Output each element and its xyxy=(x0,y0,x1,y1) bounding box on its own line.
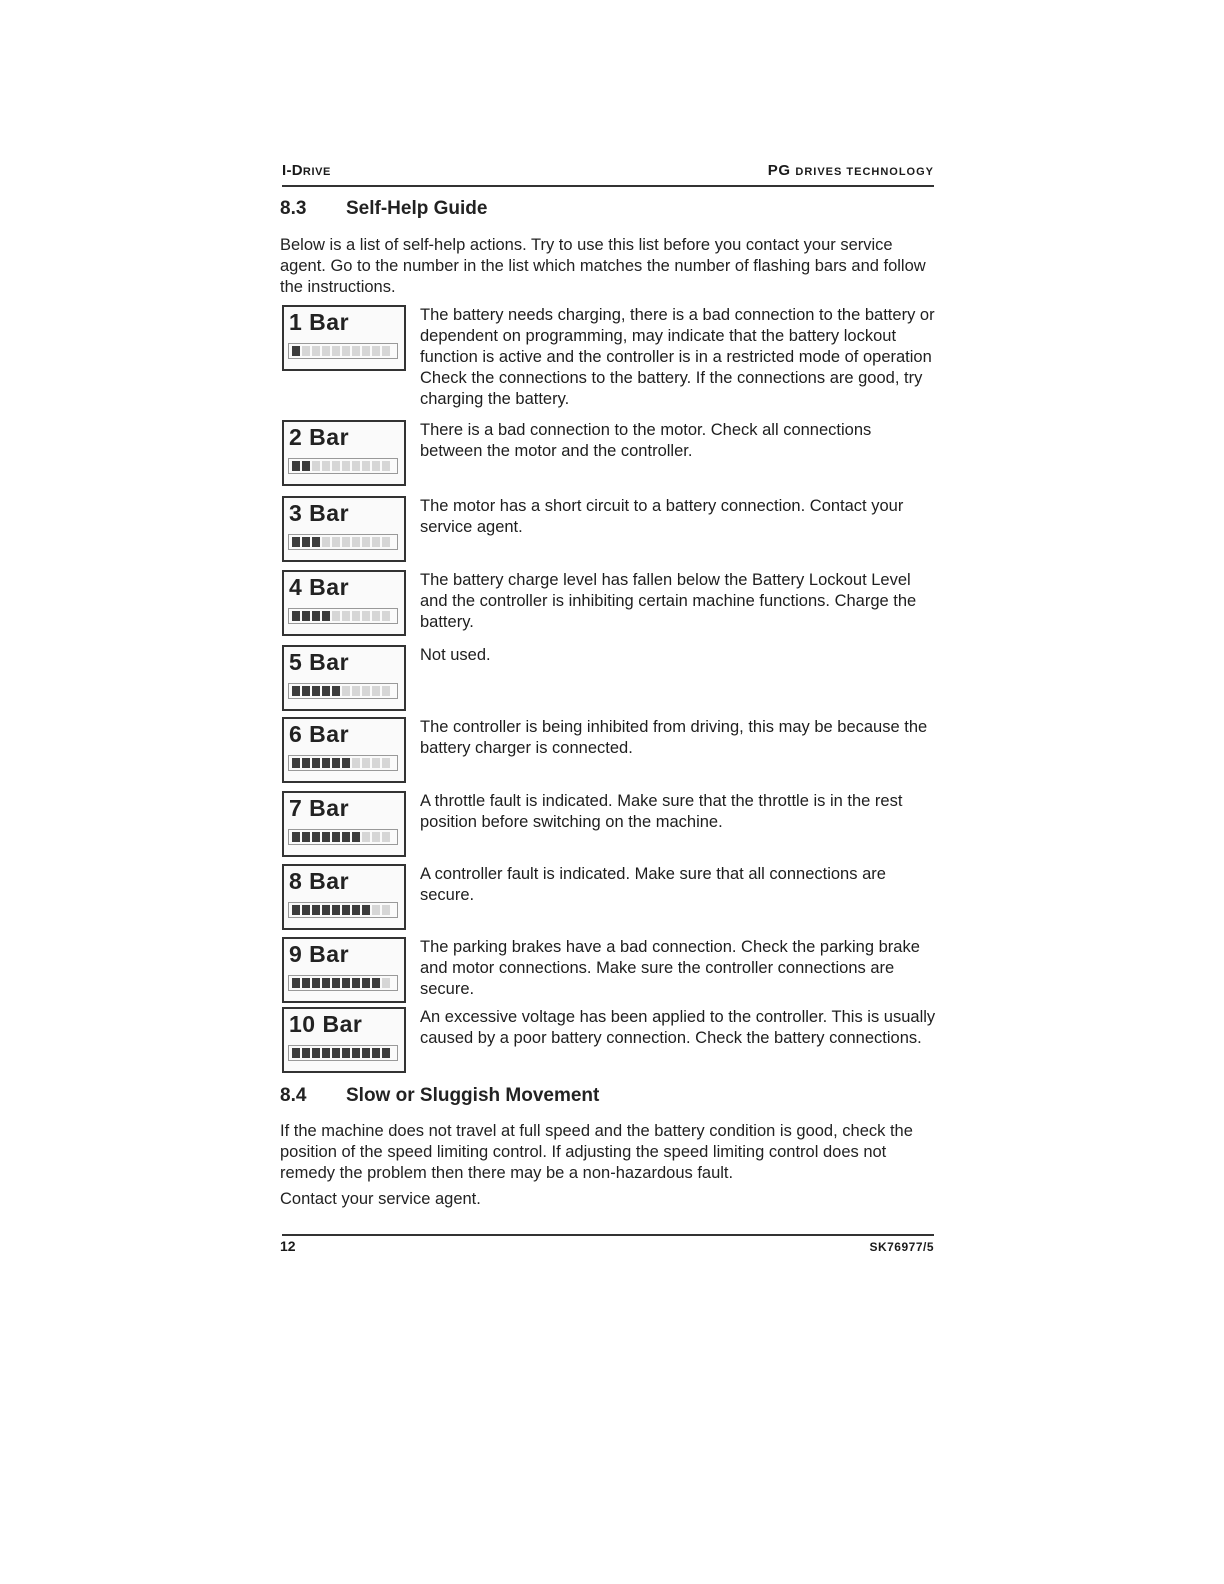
bar-indicator-box xyxy=(282,420,406,486)
bar-segment-lit xyxy=(302,686,310,696)
bar-segment-unlit xyxy=(362,537,370,547)
bar-segment-unlit xyxy=(372,686,380,696)
page-header xyxy=(282,160,934,188)
bar-segment-lit xyxy=(322,1048,330,1058)
bar-segment-unlit xyxy=(352,611,360,621)
bar-segment-unlit xyxy=(332,346,340,356)
bar-segment-unlit xyxy=(332,537,340,547)
bar-segment-lit xyxy=(372,1048,380,1058)
bar-label: 4 Bar xyxy=(289,574,350,600)
bar-segment-lit xyxy=(342,1048,350,1058)
bar-description: Not used. xyxy=(420,646,491,664)
bar-indicator-box xyxy=(282,570,406,636)
bar-segment-lit xyxy=(302,832,310,842)
bar-segment-unlit xyxy=(382,461,390,471)
bar-indicator-box xyxy=(282,791,406,857)
bar-segment-lit xyxy=(312,537,320,547)
bar-segment-unlit xyxy=(352,346,360,356)
bar-segment-lit xyxy=(292,461,300,471)
bar-segment-lit xyxy=(362,1048,370,1058)
bar-segment-lit xyxy=(362,978,370,988)
bar-segment-lit xyxy=(312,832,320,842)
bar-segment-unlit xyxy=(372,758,380,768)
slow-movement-contact: Contact your service agent. xyxy=(280,1190,481,1208)
bar-segment-lit xyxy=(292,978,300,988)
bar-segment-lit xyxy=(312,1048,320,1058)
bar-segment-lit xyxy=(322,832,330,842)
bar-segment-unlit xyxy=(352,537,360,547)
bar-display-strip xyxy=(288,608,398,624)
bar-segment-lit xyxy=(312,978,320,988)
bar-segment-lit xyxy=(302,537,310,547)
bar-segment-lit xyxy=(322,758,330,768)
bar-segment-lit xyxy=(352,978,360,988)
bar-segment-unlit xyxy=(382,686,390,696)
bar-segment-lit xyxy=(292,686,300,696)
bar-segment-unlit xyxy=(372,905,380,915)
bar-label: 6 Bar xyxy=(289,721,350,747)
bar-segment-unlit xyxy=(382,905,390,915)
bar-segment-lit xyxy=(302,758,310,768)
document-code: SK76977/5 xyxy=(869,1240,934,1254)
bar-segment-unlit xyxy=(372,832,380,842)
bar-description: The controller is being inhibited from driving, this may be because the battery charger is connected. xyxy=(420,718,928,757)
bar-segment-unlit xyxy=(382,611,390,621)
bar-label: 2 Bar xyxy=(289,424,350,450)
bar-segment-unlit xyxy=(362,832,370,842)
bar-segment-lit xyxy=(362,905,370,915)
bar-segment-lit xyxy=(382,1048,390,1058)
bar-segment-lit xyxy=(352,832,360,842)
bar-segment-unlit xyxy=(322,346,330,356)
bar-segment-lit xyxy=(342,905,350,915)
bar-segment-unlit xyxy=(362,686,370,696)
bar-segment-lit xyxy=(332,905,340,915)
bar-segment-lit xyxy=(302,611,310,621)
bar-segment-unlit xyxy=(382,978,390,988)
bar-label: 10 Bar xyxy=(289,1011,363,1037)
bar-segment-lit xyxy=(312,905,320,915)
bar-segment-lit xyxy=(332,832,340,842)
bar-display-strip xyxy=(288,829,398,845)
bar-display-strip xyxy=(288,755,398,771)
bar-display-strip xyxy=(288,534,398,550)
bar-segment-lit xyxy=(292,758,300,768)
bar-segment-unlit xyxy=(342,346,350,356)
bar-label: 1 Bar xyxy=(289,309,350,335)
slow-movement-body: If the machine does not travel at full speed and the battery condition is good, check the position of the speed limiting control. If adjusting the speed limiting control does not remedy the problem then there may be a non-hazardous fault. xyxy=(280,1122,913,1182)
bar-segment-lit xyxy=(292,832,300,842)
bar-segment-lit xyxy=(322,905,330,915)
bar-segment-unlit xyxy=(372,346,380,356)
bar-segment-lit xyxy=(342,758,350,768)
bar-indicator-box xyxy=(282,937,406,1003)
bar-description: A controller fault is indicated. Make sure that all connections are secure. xyxy=(420,865,886,904)
bar-display-strip xyxy=(288,683,398,699)
bar-segment-lit xyxy=(302,461,310,471)
bar-segment-unlit xyxy=(382,346,390,356)
header-company-name: PG DRIVES TECHNOLOGY xyxy=(767,162,934,179)
bar-segment-lit xyxy=(372,978,380,988)
header-product-name: I-DRIVE xyxy=(282,162,331,179)
bar-segment-unlit xyxy=(342,461,350,471)
bar-label: 7 Bar xyxy=(289,795,350,821)
bar-segment-unlit xyxy=(342,537,350,547)
bar-description: The battery needs charging, there is a bad connection to the battery or dependent on programming, may indicate that the battery lockout function is active and the controller is in a restricted mode of operation Check the connections to the battery. If the connections are good, try charging the battery. xyxy=(420,306,935,408)
bar-segment-lit xyxy=(322,611,330,621)
bar-segment-unlit xyxy=(362,346,370,356)
bar-segment-unlit xyxy=(372,611,380,621)
bar-segment-unlit xyxy=(372,461,380,471)
bar-segment-lit xyxy=(302,1048,310,1058)
bar-segment-lit xyxy=(342,978,350,988)
bar-segment-unlit xyxy=(322,461,330,471)
section-heading-slow-movement: 8.4 Slow or Sluggish Movement xyxy=(280,1085,600,1106)
bar-segment-unlit xyxy=(342,686,350,696)
bar-segment-unlit xyxy=(322,537,330,547)
bar-indicator-box xyxy=(282,645,406,711)
self-help-intro: Below is a list of self-help actions. Try to use this list before you contact your service agent. Go to the number in the list which matches the number of flashing bars and follow the instructions. xyxy=(280,236,926,296)
bar-display-strip xyxy=(288,902,398,918)
bar-segment-unlit xyxy=(382,832,390,842)
bar-segment-lit xyxy=(312,611,320,621)
bar-segment-unlit xyxy=(382,537,390,547)
bar-description: A throttle fault is indicated. Make sure that the throttle is in the rest position before switching on the machine. xyxy=(420,792,903,831)
bar-indicator-box xyxy=(282,864,406,930)
bar-segment-unlit xyxy=(372,537,380,547)
bar-segment-unlit xyxy=(352,758,360,768)
bar-label: 3 Bar xyxy=(289,500,350,526)
bar-indicator-box xyxy=(282,305,406,371)
bar-display-strip xyxy=(288,458,398,474)
bar-segment-lit xyxy=(352,905,360,915)
bar-segment-unlit xyxy=(342,611,350,621)
bar-segment-lit xyxy=(312,686,320,696)
bar-label: 8 Bar xyxy=(289,868,350,894)
bar-description: There is a bad connection to the motor. Check all connections between the motor and the controller. xyxy=(420,421,872,460)
bar-segment-unlit xyxy=(312,461,320,471)
bar-segment-unlit xyxy=(312,346,320,356)
bar-segment-lit xyxy=(332,686,340,696)
bar-segment-lit xyxy=(352,1048,360,1058)
bar-segment-lit xyxy=(322,978,330,988)
bar-segment-lit xyxy=(292,905,300,915)
bar-segment-lit xyxy=(302,978,310,988)
bar-description: The parking brakes have a bad connection. Check the parking brake and motor connections. Make sure the controller connections are secure. xyxy=(420,938,920,998)
bar-indicator-box xyxy=(282,717,406,783)
section-heading-self-help: 8.3 Self-Help Guide xyxy=(280,198,488,219)
bar-segment-lit xyxy=(292,1048,300,1058)
bar-segment-lit xyxy=(332,758,340,768)
bar-segment-lit xyxy=(312,758,320,768)
bar-segment-unlit xyxy=(352,686,360,696)
bar-display-strip xyxy=(288,343,398,359)
bar-segment-unlit xyxy=(362,758,370,768)
bar-label: 9 Bar xyxy=(289,941,350,967)
bar-segment-unlit xyxy=(362,611,370,621)
bar-description: The motor has a short circuit to a battery connection. Contact your service agent. xyxy=(420,497,904,536)
bar-display-strip xyxy=(288,1045,398,1061)
bar-indicator-box xyxy=(282,1007,406,1073)
bar-segment-lit xyxy=(292,537,300,547)
bar-label: 5 Bar xyxy=(289,649,350,675)
header-rule xyxy=(282,185,934,187)
bar-display-strip xyxy=(288,975,398,991)
bar-segment-unlit xyxy=(332,461,340,471)
footer-rule xyxy=(282,1234,934,1236)
bar-segment-lit xyxy=(342,832,350,842)
bar-description: The battery charge level has fallen below the Battery Lockout Level and the controller is inhibiting certain machine functions. Charge the battery. xyxy=(420,571,917,631)
page-number: 12 xyxy=(280,1238,296,1254)
bar-indicator-box xyxy=(282,496,406,562)
bar-segment-lit xyxy=(292,611,300,621)
bar-segment-unlit xyxy=(352,461,360,471)
bar-segment-lit xyxy=(332,978,340,988)
bar-segment-lit xyxy=(302,905,310,915)
bar-segment-lit xyxy=(292,346,300,356)
bar-description: An excessive voltage has been applied to the controller. This is usually caused by a poor battery connection. Check the battery connections. xyxy=(420,1008,936,1047)
bar-segment-lit xyxy=(332,1048,340,1058)
bar-segment-unlit xyxy=(302,346,310,356)
bar-segment-unlit xyxy=(362,461,370,471)
bar-segment-lit xyxy=(322,686,330,696)
bar-segment-unlit xyxy=(382,758,390,768)
bar-segment-unlit xyxy=(332,611,340,621)
